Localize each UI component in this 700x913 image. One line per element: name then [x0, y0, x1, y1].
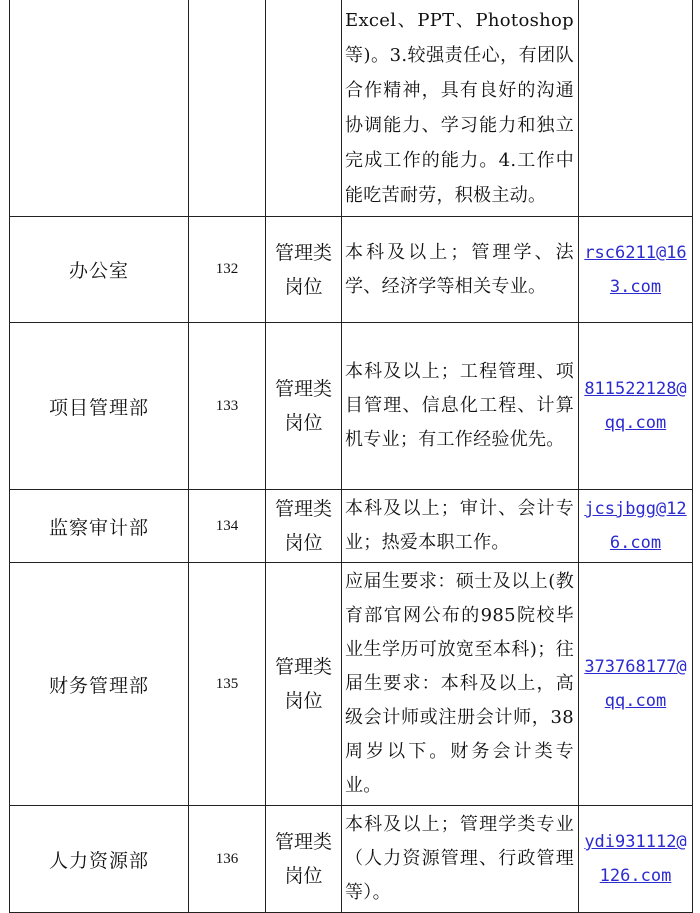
category-cell: [266, 217, 342, 323]
department-cell: 项目管理部: [10, 323, 189, 490]
requirements-cell: 本科及以上；管理学类专业（人力资源管理、行政管理等）。: [342, 806, 579, 913]
requirements-cell: 本科及以上；工程管理、项目管理、信息化工程、计算机专业；有工作经验优先。: [342, 323, 579, 490]
position-code-cell: 133: [189, 323, 266, 490]
table-row: [10, 323, 693, 490]
category-line: 管理类: [274, 498, 332, 520]
department-cell: 监察审计部: [10, 490, 189, 563]
table-row: [10, 217, 693, 323]
email-link[interactable]: rsc6211@163.com: [584, 242, 687, 297]
position-code-cell: 132: [189, 217, 266, 323]
category-line: 管理类: [274, 656, 332, 678]
email-link[interactable]: 373768177@qq.com: [584, 657, 687, 711]
email-link[interactable]: 811522128@qq.com: [584, 379, 687, 433]
category-line: 管理类: [274, 378, 332, 400]
category-cell: [266, 806, 342, 913]
category-cell: [266, 490, 342, 563]
email-cell: [579, 217, 693, 323]
recruitment-table: [9, 0, 693, 913]
category-line: 岗位: [284, 412, 323, 434]
table-row: [10, 563, 693, 806]
position-code-cell: 135: [189, 563, 266, 806]
department-cell: [10, 0, 189, 217]
category-line: 岗位: [284, 865, 323, 887]
category-line: 岗位: [284, 275, 323, 298]
position-code-cell: 134: [189, 490, 266, 563]
position-code-cell: [189, 0, 266, 217]
email-cell: [579, 0, 693, 217]
category-line: 岗位: [284, 532, 323, 554]
email-cell: [579, 563, 693, 806]
table-row: [10, 490, 693, 563]
requirements-cell: Excel、PPT、Photoshop 等)。3.较强责任心，有团队合作精神，具有良好的沟通协调能力、学习能力和独立完成工作的能力。4.工作中能吃苦耐劳，积极主动。: [342, 0, 579, 217]
email-cell: [579, 490, 693, 563]
table-row: [10, 806, 693, 913]
category-line: 岗位: [284, 690, 323, 712]
requirements-cell: 应届生要求：硕士及以上(教育部官网公布的985院校毕业生学历可放宽至本科)；往届生要求：本科及以上，高级会计师或注册会计师，38周岁以下。财务会计类专业。: [342, 563, 579, 806]
requirements-cell: 本科及以上；管理学、法学、经济学等相关专业。: [342, 217, 579, 323]
category-cell: [266, 0, 342, 217]
table-row: [10, 0, 693, 217]
category-line: 管理类: [274, 831, 332, 853]
department-cell: 办公室: [10, 217, 189, 323]
email-link[interactable]: ydi931112@126.com: [584, 832, 687, 886]
category-cell: [266, 323, 342, 490]
department-cell: 人力资源部: [10, 806, 189, 913]
category-line: 管理类: [274, 241, 332, 264]
category-cell: [266, 563, 342, 806]
email-link[interactable]: jcsjbgg@126.com: [584, 499, 687, 553]
department-cell: 财务管理部: [10, 563, 189, 806]
email-cell: [579, 806, 693, 913]
position-code-cell: 136: [189, 806, 266, 913]
requirements-cell: 本科及以上；审计、会计专业；热爱本职工作。: [342, 490, 579, 563]
email-cell: [579, 323, 693, 490]
